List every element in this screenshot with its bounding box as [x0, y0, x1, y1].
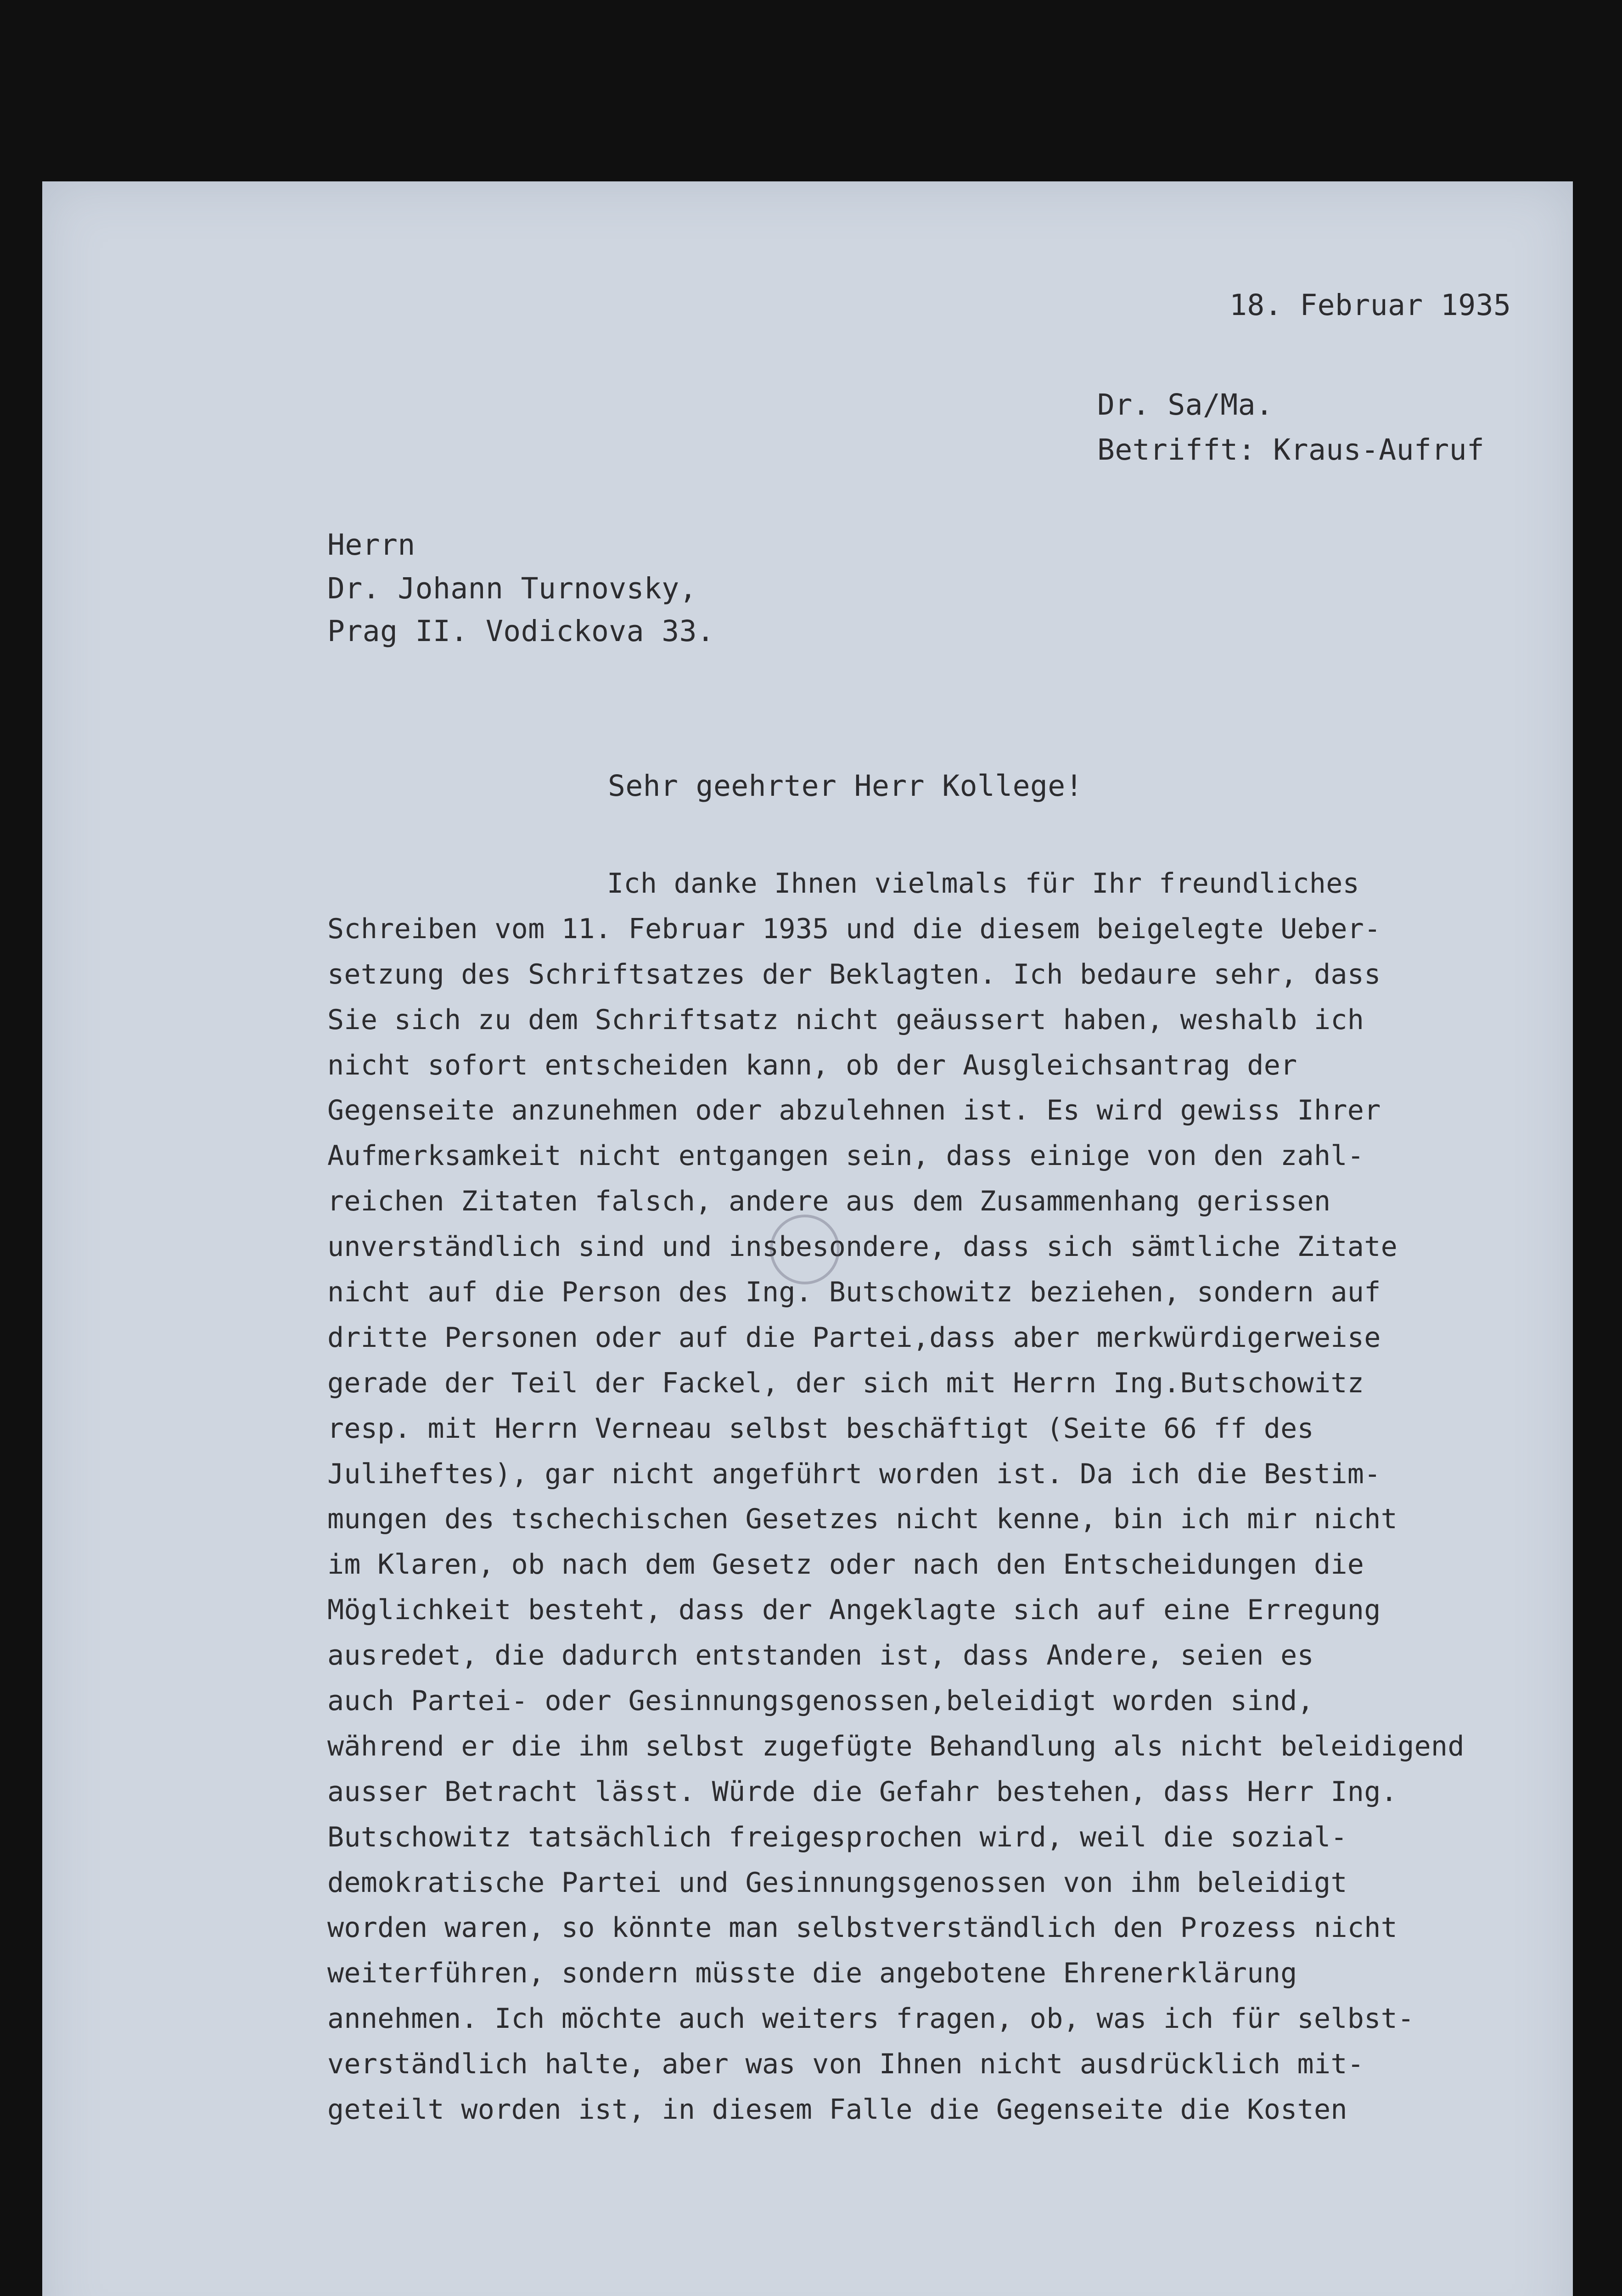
body-line: demokratische Partei und Gesinnungsgenossen von ihm beleidigt	[327, 1866, 1347, 1899]
body-line: geteilt worden ist, in diesem Falle die Gegenseite die Kosten	[327, 2093, 1347, 2126]
body-line: während er die ihm selbst zugefügte Behandlung als nicht beleidigend	[327, 1730, 1465, 1762]
recipient-line: Herrn	[327, 528, 415, 562]
body-line: Aufmerksamkeit nicht entgangen sein, dass einige von den zahl-	[327, 1140, 1364, 1172]
body-line: worden waren, so könnte man selbstverständlich den Prozess nicht	[327, 1912, 1398, 1944]
body-line: annehmen. Ich möchte auch weiters fragen, ob, was ich für selbst-	[327, 2003, 1414, 2035]
body-line: mungen des tschechischen Gesetzes nicht kenne, bin ich mir nicht	[327, 1503, 1398, 1536]
archive-stamp	[770, 1215, 840, 1284]
body-line: Juliheftes), gar nicht angeführt worden ist. Da ich die Bestim-	[327, 1458, 1381, 1490]
recipient-name: Dr. Johann Turnovsky,	[327, 572, 697, 605]
body-line: setzung des Schriftsatzes der Beklagten. Ich bedaure sehr, dass	[327, 958, 1381, 990]
body-line: Butschowitz tatsächlich freigesprochen wird, weil die sozial-	[327, 1821, 1347, 1853]
body-line: Sie sich zu dem Schriftsatz nicht geäussert haben, weshalb ich	[327, 1003, 1364, 1036]
reference-code: Dr. Sa/Ma.	[1097, 388, 1274, 422]
body-line: ausredet, die dadurch entstanden ist, dass Andere, seien es	[327, 1639, 1314, 1672]
body-line: Gegenseite anzunehmen oder abzulehnen ist. Es wird gewiss Ihrer	[327, 1094, 1381, 1127]
body-line: nicht sofort entscheiden kann, ob der Ausgleichsantrag der	[327, 1049, 1297, 1081]
body-line: Schreiben vom 11. Februar 1935 und die diesem beigelegte Ueber-	[327, 912, 1381, 945]
letter-date: 18. Februar 1935	[1229, 288, 1511, 322]
body-line: im Klaren, ob nach dem Gesetz oder nach den Entscheidungen die	[327, 1548, 1364, 1581]
body-line: dritte Personen oder auf die Partei,dass aber merkwürdigerweise	[327, 1321, 1381, 1354]
recipient-address: Prag II. Vodickova 33.	[327, 614, 715, 648]
letter-body	[327, 861, 1573, 2133]
body-line: Ich danke Ihnen vielmals für Ihr freundliches	[607, 867, 1360, 900]
body-line: auch Partei- oder Gesinnungsgenossen,beleidigt worden sind,	[327, 1685, 1314, 1717]
salutation: Sehr geehrter Herr Kollege!	[608, 769, 1083, 803]
body-line: Möglichkeit besteht, dass der Angeklagte sich auf eine Erregung	[327, 1594, 1381, 1626]
body-line: ausser Betracht lässt. Würde die Gefahr bestehen, dass Herr Ing.	[327, 1775, 1398, 1808]
body-line: resp. mit Herrn Verneau selbst beschäftigt (Seite 66 ff des	[327, 1412, 1314, 1445]
body-line: reichen Zitaten falsch, andere aus dem Zusammenhang gerissen	[327, 1185, 1331, 1218]
body-line: unverständlich sind und insbesondere, dass sich sämtliche Zitate	[327, 1231, 1398, 1263]
body-line: nicht auf die Person des Ing. Butschowitz beziehen, sondern auf	[327, 1276, 1381, 1309]
body-line: weiterführen, sondern müsste die angebotene Ehrenerklärung	[327, 1957, 1297, 1990]
subject-line: Betrifft: Kraus-Aufruf	[1097, 433, 1485, 467]
letter-page	[42, 181, 1573, 2296]
body-line: verständlich halte, aber was von Ihnen nicht ausdrücklich mit-	[327, 2048, 1364, 2081]
body-line: gerade der Teil der Fackel, der sich mit Herrn Ing.Butschowitz	[327, 1367, 1364, 1399]
